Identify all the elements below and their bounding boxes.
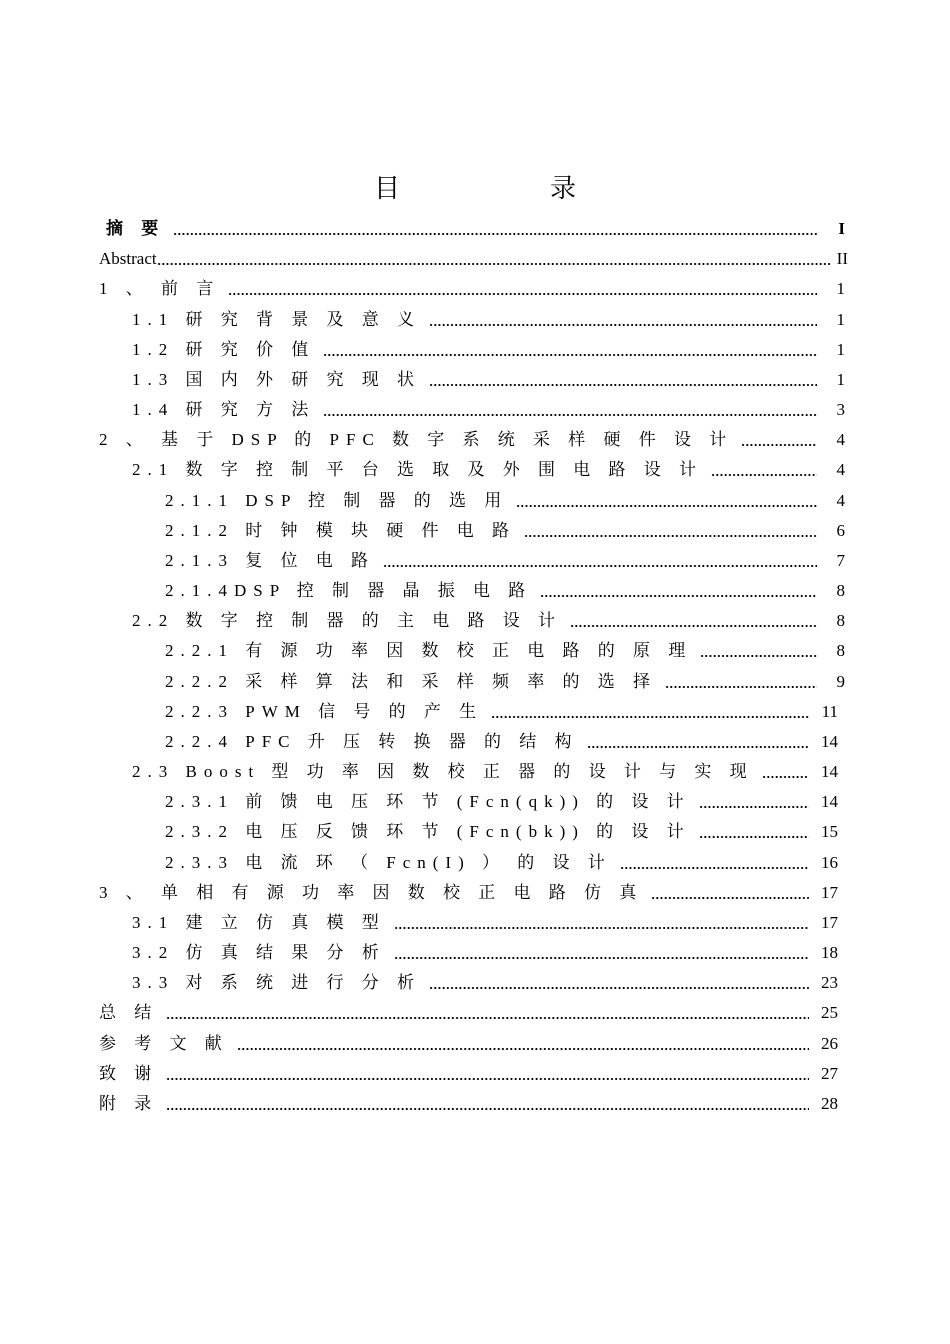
toc-entry-page: 26: [821, 1034, 838, 1053]
toc-entry[interactable]: [99, 428, 845, 452]
dot-leader: [540, 594, 817, 598]
toc-entry-label: 2.3.3 电 流 环 （ Fcn(I) ） 的 设 计: [165, 853, 612, 872]
dot-leader: [665, 685, 817, 689]
toc-entry-label: 2.3.1 前 馈 电 压 环 节 (Fcn(qk)) 的 设 计: [165, 792, 691, 811]
dot-leader: [620, 866, 809, 870]
toc-entry-label: 总 结: [99, 1003, 159, 1022]
toc-entry-label: 摘 要: [106, 219, 166, 238]
toc-entry-label: 2.2.2 采 样 算 法 和 采 样 频 率 的 选 择: [165, 672, 657, 691]
toc-entry-page: 3: [836, 400, 845, 419]
toc-entry-label: 附 录: [99, 1094, 159, 1113]
dot-leader: [587, 745, 810, 749]
toc-entry-label: 2.3.2 电 压 反 馈 环 节 (Fcn(bk)) 的 设 计: [165, 822, 691, 841]
dot-leader: [429, 323, 817, 327]
dot-leader: [394, 956, 809, 960]
toc-entry-page: 1: [836, 340, 845, 359]
toc-entry-label: 2.3 Boost 型 功 率 因 数 校 正 器 的 设 计 与 实 现: [132, 762, 754, 781]
toc-entry-label: 1.1 研 究 背 景 及 意 义: [132, 310, 421, 329]
toc-entry-page: 27: [821, 1064, 838, 1083]
toc-entry-page: 28: [821, 1094, 838, 1113]
toc-entry-label: 2 、 基 于 DSP 的 PFC 数 字 系 统 采 样 硬 件 设 计: [99, 430, 734, 449]
toc-entry-page: 14: [821, 762, 838, 781]
toc-entry[interactable]: [165, 790, 838, 814]
toc-entry-label: 2.1 数 字 控 制 平 台 选 取 及 外 围 电 路 设 计: [132, 460, 703, 479]
toc-entry-page: 1: [836, 310, 845, 329]
toc-entry-page: 1: [836, 370, 845, 389]
dot-leader: [699, 805, 809, 809]
dot-leader: [394, 926, 809, 930]
dot-leader: [166, 1016, 809, 1020]
toc-entry[interactable]: [132, 458, 845, 482]
toc-entry[interactable]: [165, 700, 838, 724]
toc-entry-label: 3 、 单 相 有 源 功 率 因 数 校 正 电 路 仿 真: [99, 883, 644, 902]
toc-entry-label: 1.4 研 究 方 法: [132, 400, 316, 419]
toc-entry[interactable]: [132, 941, 838, 965]
toc-entry[interactable]: [132, 398, 845, 422]
toc-entry[interactable]: [165, 851, 838, 875]
dot-leader: [323, 413, 817, 417]
toc-entry-label: 1 、 前 言: [99, 279, 221, 298]
toc-entry[interactable]: [165, 639, 845, 663]
dot-leader: [429, 986, 809, 990]
dot-leader: [323, 353, 817, 357]
toc-entry-label: 2.2.4 PFC 升 压 转 换 器 的 结 构: [165, 732, 579, 751]
toc-entry-label: 3.2 仿 真 结 果 分 析: [132, 943, 386, 962]
toc-entry-page: 9: [836, 672, 845, 691]
toc-entry-page: 17: [821, 883, 838, 902]
toc-entry[interactable]: [132, 338, 845, 362]
dot-leader: [166, 1077, 809, 1081]
toc-entry[interactable]: [99, 277, 845, 301]
dot-leader: [700, 654, 817, 658]
toc-entry-label: Abstract: [99, 249, 157, 268]
toc-entry-page: 16: [821, 853, 838, 872]
dot-leader: [524, 534, 817, 538]
toc-entry-page: 14: [821, 792, 838, 811]
toc-entry[interactable]: [132, 368, 845, 392]
toc-entry-page: 18: [821, 943, 838, 962]
toc-entry-label: 1.3 国 内 外 研 究 现 状: [132, 370, 421, 389]
toc-entry[interactable]: [99, 1001, 838, 1025]
toc-entry[interactable]: [165, 579, 845, 603]
dot-leader: [157, 262, 832, 266]
toc-entry[interactable]: [132, 308, 845, 332]
toc-entry[interactable]: [99, 247, 848, 271]
toc-entry-label: 2.1.2 时 钟 模 块 硬 件 电 路: [165, 521, 516, 540]
toc-entry-page: II: [836, 249, 848, 268]
toc-entry[interactable]: [99, 881, 838, 905]
toc-entry-page: 23: [821, 973, 838, 992]
toc-entry-label: 2.2 数 字 控 制 器 的 主 电 路 设 计: [132, 611, 562, 630]
toc-entry-page: 4: [836, 460, 845, 479]
toc-entry[interactable]: [132, 609, 845, 633]
toc-entry-label: 2.2.3 PWM 信 号 的 产 生: [165, 702, 484, 721]
toc-entry[interactable]: [165, 730, 838, 754]
dot-leader: [429, 383, 817, 387]
dot-leader: [491, 715, 810, 719]
toc-entry-page: 4: [836, 491, 845, 510]
toc-entry-page: 11: [821, 702, 838, 721]
dot-leader: [699, 835, 809, 839]
page-title: 目 录: [373, 174, 638, 204]
toc-entry-label: 3.3 对 系 统 进 行 分 析: [132, 973, 421, 992]
toc-entry-page: 8: [836, 641, 845, 660]
toc-entry[interactable]: [99, 1062, 838, 1086]
toc-entry[interactable]: [132, 971, 838, 995]
toc-entry-page: 14: [821, 732, 838, 751]
dot-leader: [166, 1107, 809, 1111]
toc-entry-label: 参 考 文 献: [99, 1034, 229, 1053]
toc-entry-label: 致 谢: [99, 1064, 159, 1083]
toc-entry[interactable]: [99, 1092, 838, 1116]
toc-entry-label: 2.2.1 有 源 功 率 因 数 校 正 电 路 的 原 理: [165, 641, 693, 660]
dot-leader: [383, 564, 817, 568]
toc-entry[interactable]: [106, 217, 845, 241]
toc-entry[interactable]: [132, 911, 838, 935]
toc-entry-page: 1: [836, 279, 845, 298]
dot-leader: [651, 896, 809, 900]
toc-entry-label: 2.1.4DSP 控 制 器 晶 振 电 路: [165, 581, 533, 600]
dot-leader: [516, 504, 817, 508]
toc-entry[interactable]: [99, 1032, 838, 1056]
dot-leader: [570, 624, 817, 628]
toc-entry[interactable]: [165, 549, 845, 573]
toc-entry[interactable]: [165, 670, 845, 694]
toc-entry[interactable]: [165, 820, 838, 844]
toc-entry[interactable]: [132, 760, 838, 784]
dot-leader: [762, 775, 809, 779]
dot-leader: [173, 232, 817, 236]
toc-entry-page: 8: [836, 581, 845, 600]
toc-entry-label: 3.1 建 立 仿 真 模 型: [132, 913, 386, 932]
toc-entry-page: 25: [821, 1003, 838, 1022]
toc-entry-page: 6: [836, 521, 845, 540]
toc-entry-page: 17: [821, 913, 838, 932]
dot-leader: [237, 1047, 809, 1051]
toc-entry-page: 15: [821, 822, 838, 841]
toc-entry[interactable]: [165, 519, 845, 543]
dot-leader: [228, 292, 817, 296]
dot-leader: [711, 473, 817, 477]
toc-entry[interactable]: [165, 489, 845, 513]
toc-entry-page: I: [838, 219, 845, 238]
toc-entry-label: 1.2 研 究 价 值: [132, 340, 316, 359]
toc-entry-page: 7: [836, 551, 845, 570]
toc-entry-page: 8: [836, 611, 845, 630]
toc-entry-page: 4: [836, 430, 845, 449]
dot-leader: [741, 443, 817, 447]
toc-entry-label: 2.1.1 DSP 控 制 器 的 选 用: [165, 491, 509, 510]
toc-entry-label: 2.1.3 复 位 电 路: [165, 551, 375, 570]
